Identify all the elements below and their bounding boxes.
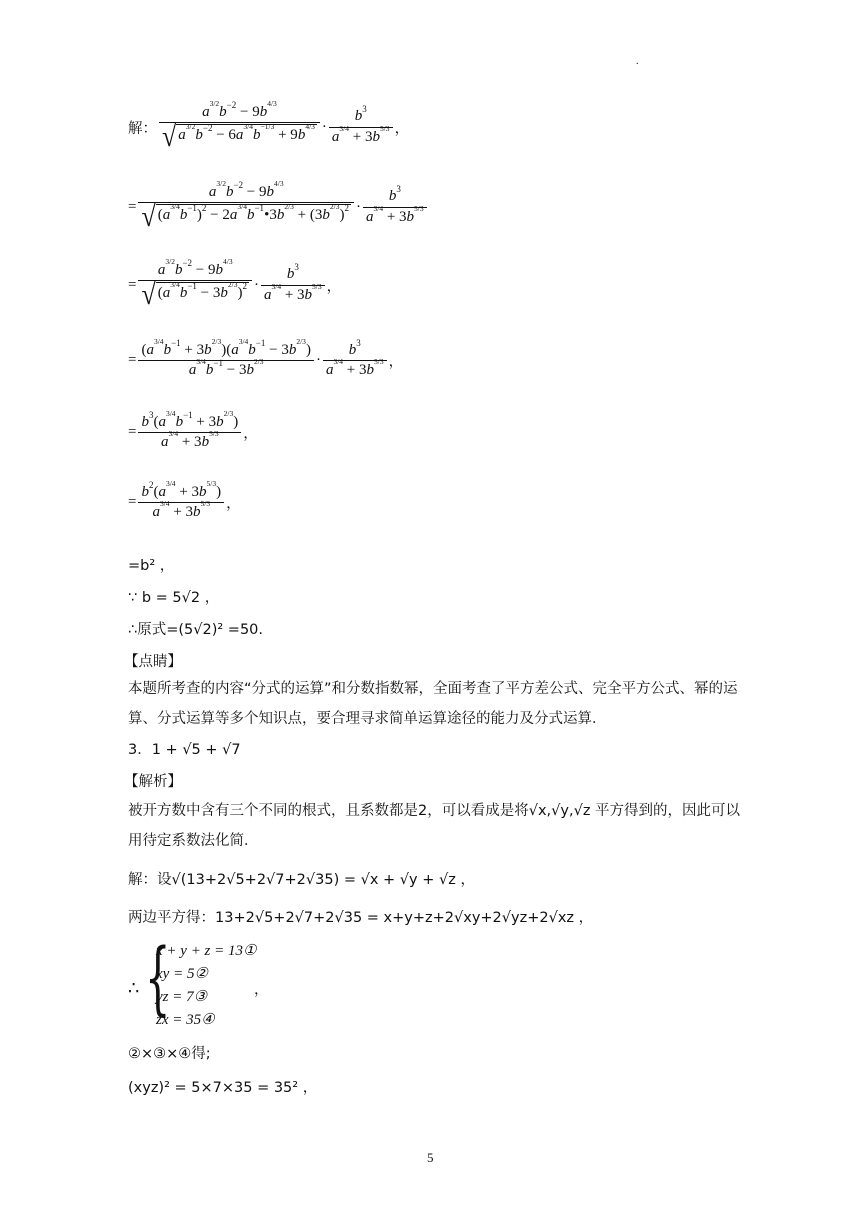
fraction-main-3: $\frac{(a^{3/4}b^{-1} + 3b^{2/3})(a^{3/4}b^{-1} - 3b^{2/3})}{a^{3/4}b^{-1} - 3b^{2/3}}$	[138, 342, 313, 380]
solution-step-4: = $\frac{b^3(a^{3/4}b^{-1} + 3b^{2/3})}{a^{3/4} + 3b^{5/3}}$ ，	[128, 409, 258, 451]
equation-3: yz = 7③	[156, 989, 208, 1005]
equation-2: xy = 5②	[156, 966, 208, 982]
system-brace: {	[145, 931, 171, 1024]
mult-line: ②×③×④得;	[128, 1046, 211, 1062]
fraction-main-2: $a^{3/2}b^{-2} - 9b^{4/3}$ √ $(a^{3/4}b^{-1} - 3b^{2/3})^2$	[138, 262, 252, 308]
fraction-main-1: $a^{3/2}b^{-2} - 9b^{4/3}$ √ $(a^{3/4}b^{-1})^2$ − $2a^{3/4}b^{-1}•3b^{2/3} + (3b^{2/3})^2$	[138, 184, 354, 230]
system-comma: ，	[254, 982, 269, 998]
fraction-main-4: $\frac{b^3(a^{3/4}b^{-1} + 3b^{2/3})}{a^{3/4} + 3b^{5/3}}$	[138, 414, 241, 452]
page-number: 5	[427, 1150, 434, 1165]
equation-1: x + y + z = 13①	[156, 943, 257, 959]
set-line: 解：设√(13+2√5+2√7+2√35) = √x + √y + √z ，	[128, 872, 475, 888]
result-line: ∴原式=(5√2)² =50.	[128, 622, 264, 638]
xyz-line: (xyz)² = 5×7×35 = 35² ，	[128, 1080, 318, 1096]
fraction-main-5: $\frac{b^2(a^{3/4} + 3b^{5/3})}{a^{3/4} + 3b^{5/3}}$	[138, 484, 224, 522]
fraction-b3-0: $\frac{b^3}{a^{3/4} + 3b^{5/3}}$	[329, 108, 393, 146]
jiexi-text: 被开方数中含有三个不同的根式，且系数都是2，可以看成是将√x,√y,√z 平方得到的，因此可以用待定系数法化简．	[128, 803, 741, 849]
equation-system	[156, 940, 256, 1032]
equation-4: zx = 35④	[156, 1012, 215, 1028]
header-dot: .	[636, 56, 639, 67]
problem3-answer: 3．1 + √5 + √7	[128, 742, 241, 758]
fraction-b3-2: $\frac{b^3}{a^{3/4} + 3b^{5/3}}$	[261, 266, 325, 304]
therefore-symbol: ∴	[128, 978, 140, 999]
given-b: ∵ b = 5√2 ，	[128, 590, 220, 606]
jie-label: 解：	[128, 120, 157, 137]
solution-step-3: = $\frac{(a^{3/4}b^{-1} + 3b^{2/3})(a^{3/4}b^{-1} - 3b^{2/3})}{a^{3/4}b^{-1} - 3b^{2/3}}$ · $\frac{b^3}{a^{3/4} + 3b^{5/3}}$ ，	[128, 337, 404, 379]
fraction-b3-1: $\frac{b^3}{a^{3/4} + 3b^{5/3}}$	[363, 188, 427, 226]
dianjing-text: 本题所考查的内容“分式的运算”和分数指数幂，全面考查了平方差公式、完全平方公式、幂的运算、分式运算等多个知识点，要合理寻求简单运算途径的能力及分式运算．	[128, 681, 738, 727]
fraction-b3-3: $\frac{b^3}{a^{3/4} + 3b^{5/3}}$	[323, 342, 387, 380]
jiexi-heading: 【解析】	[124, 774, 182, 790]
solution-step-0: 解： $a^{3/2}b^{-2} - 9b^{4/3}$ √ $a^{3/2}b^{-2} - 6a^{3/4}b^{-1/3} + 9b^{4/3}$ · $\frac{b^3}{a^{3/4} + 3b^{5/3}}$ ，	[128, 99, 410, 154]
square-line: 两边平方得：13+2√5+2√7+2√35 = x+y+z+2√xy+2√yz+2√xz ，	[128, 910, 594, 926]
solution-step-1: = $a^{3/2}b^{-2} - 9b^{4/3}$ √ $(a^{3/4}b^{-1})^2$ − $2a^{3/4}b^{-1}•3b^{2/3} + (3b^{2/3})^2$ · $\frac{b^3}{a^{3/4} + 3b^{5/3}}$	[128, 184, 429, 230]
solution-step-b2: =b² ，	[128, 558, 175, 574]
fraction-main-0: $a^{3/2}b^{-2} - 9b^{4/3}$ √ $a^{3/2}b^{-2} - 6a^{3/4}b^{-1/3} + 9b^{4/3}$	[159, 104, 320, 150]
solution-step-5: = $\frac{b^2(a^{3/4} + 3b^{5/3})}{a^{3/4} + 3b^{5/3}}$ ，	[128, 479, 241, 521]
dianjing-heading: 【点睛】	[124, 654, 182, 670]
solution-step-2: = $a^{3/2}b^{-2} - 9b^{4/3}$ √ $(a^{3/4}b^{-1} - 3b^{2/3})^2$ · $\frac{b^3}{a^{3/4} + 3b^{5/3}}$ ，	[128, 257, 342, 312]
